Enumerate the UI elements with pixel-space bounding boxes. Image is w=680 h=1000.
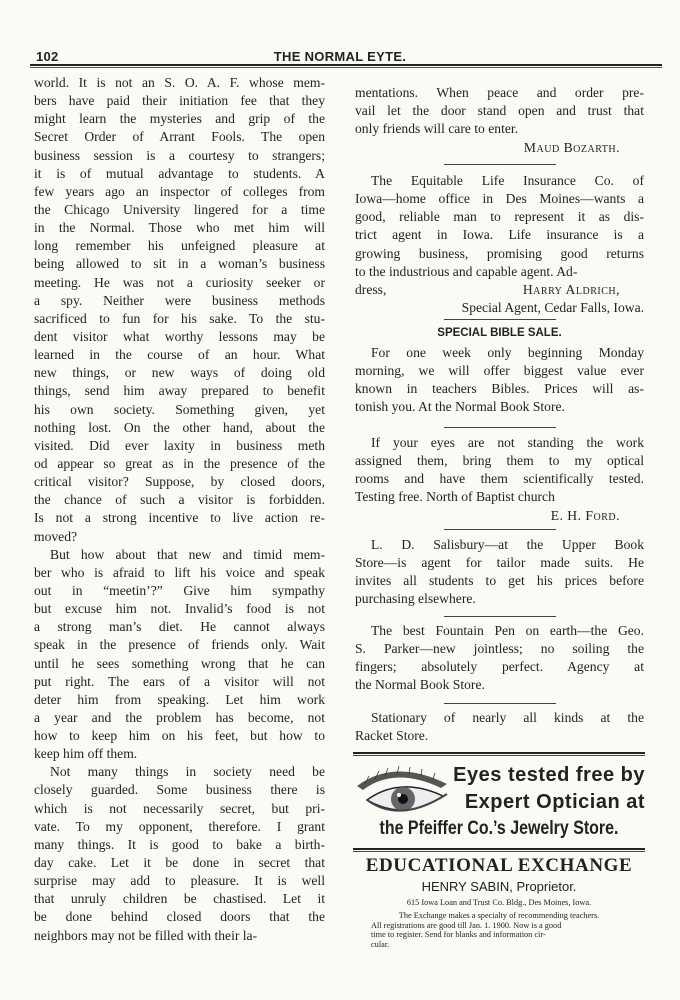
text-line: sacrificed to fun for his sake. To the stu- [34,310,325,326]
text-line: The best Fountain Pen on earth—the Geo. [371,623,644,638]
text-line: until he sees something wrong that he can [34,655,325,671]
text-line: invites all students to get his prices before [355,573,644,589]
text-line: But how about that new and timid mem- [50,546,325,562]
text-line: surprise may add to pleasure. It is well [34,873,325,889]
text-line: being allowed to sit in a woman’s business [34,256,325,272]
paragraph [34,763,325,944]
text-line: speak in the presence of friends only. Wait [34,637,325,653]
exchange-description [353,911,645,949]
stationary-notice [355,709,644,745]
text-line: to the industrious and capable agent. Ad- [355,263,578,279]
text-line: learned in the course of an hour. What [34,347,325,363]
text-line: tonish you. At the Normal Book Store. [355,399,565,415]
text-line: which is not necessarily secret, but pri- [34,800,325,816]
text-line: good, reliable man to represent it as dis- [355,209,644,225]
text-line: the chance of such a visitor is forbidden. [34,492,325,508]
header-rule [30,64,662,68]
optician-signature: E. H. Ford. [550,508,620,523]
text-line: rooms and have them scientifically tested. [355,471,644,487]
text-line: it is of mutual advantage to students. A [34,165,325,181]
text-line: long remember his unfeigned pleasure at [34,238,325,254]
text-line: If your eyes are not standing the work [371,435,644,450]
text-line: meeting. He was not a curiosity seeker or [34,274,325,290]
exchange-title: EDUCATIONAL EXCHANGE [365,855,633,876]
author-signature: Maud Bozarth. [523,140,620,155]
eye-illustration-icon [355,764,455,819]
text-line: Testing free. North of Baptist church [355,489,555,505]
agent-title: Special Agent, Cedar Falls, Iowa. [461,300,644,315]
text-line: might learn the mysteries and grip of the [34,111,325,127]
text-line: a strong man’s diet. He cannot always [34,619,325,635]
tailor-notice [355,536,644,609]
separator [444,703,556,704]
text-line: a spy. Neither were business methods [34,292,325,308]
text-line: L. D. Salisbury—at the Upper Book [371,537,644,552]
exchange-address: 615 Iowa Loan and Trust Co. Bldg., Des Moines, Iowa. [406,898,592,907]
separator [444,319,556,320]
text-line: closely guarded. Some business there is [34,782,325,798]
text-line: known in teachers Bibles. Prices will as- [355,381,644,397]
article-ending [355,84,644,138]
double-rule [353,752,645,756]
page-number: 102 [36,49,59,64]
text-line: Is not a strong incentive to live action re- [34,510,325,526]
text-line: Store—is agent for tailor made suits. He [355,555,644,571]
text-line: his own society. Something given, yet [34,401,325,417]
text-line: neighbors may not be filled with their la- [34,927,258,943]
exchange-body-line: cular. [371,939,390,949]
text-line: trict agent in Iowa. Life insurance is a [355,227,644,243]
text-line: many things. It is good to bake a birth- [34,836,325,852]
text-line: put right. The ears of a visitor will not [34,673,325,689]
fountain-pen-notice [355,622,644,695]
text-line: bers have paid their initiation fee that they [34,93,325,109]
text-line: fingers; absolutely perfect. Agency at [355,659,644,675]
journal-title: THE NORMAL EYTE. [273,49,407,64]
text-line: the Normal Book Store. [355,677,485,693]
text-line: The Equitable Life Insurance Co. of [371,173,644,188]
text-line: dent visitor what worthy lessons may be [34,328,325,344]
exchange-body-line: The Exchange makes a specialty of recommending teachers. [398,911,600,920]
text-line: the Chicago University lingered for a time [34,201,325,217]
paragraph [34,546,325,764]
address-label: dress, [355,282,387,297]
text-line: in the Normal. Those who met him will [34,220,325,236]
text-line: growing business, promising good returns [355,245,644,261]
text-line: moved? [34,528,78,544]
eye-ad-line-2: Expert Optician at [464,791,645,813]
bible-sale-notice [355,344,644,417]
text-line: out in “meetin’?” Give him sympathy [34,582,325,598]
bible-sale-heading: SPECIAL BIBLE SALE. [437,327,562,339]
text-line: visited. Did ever laxity in business meth [34,437,325,453]
text-line: Not many things in society need be [50,764,325,780]
text-line: how to keep him on his feet, but how to [34,728,325,744]
text-line: new things, or new ways of doing old [34,365,325,381]
exchange-body-line: time to register. Send for blanks and information cir- [371,930,546,939]
separator [444,164,556,165]
text-line: things, send him away prepared to benefit [34,383,325,399]
double-rule [353,848,645,852]
text-line: Racket Store. [355,728,429,744]
insurance-address-line [355,281,644,299]
text-line: Secret Order of Arrant Fools. The open [34,129,325,145]
text-line: od appear so great as in the presence of the [34,455,325,471]
paragraph [34,74,325,546]
text-line: vate. To my opponent, therefore. I grant [34,818,325,834]
separator [444,427,556,428]
text-line: vail let the door stand open and trust that [355,103,644,119]
text-line: For one week only beginning Monday [371,345,644,360]
optician-advertisement [353,760,645,846]
text-line: world. It is not an S. O. A. F. whose mem- [34,75,325,90]
text-line: few years ago an inspector of colleges from [34,183,325,199]
text-line: deter him from speaking. Let him work [34,691,325,707]
text-line: keep him off them. [34,746,138,762]
eye-ad-line-1: Eyes tested free by [453,764,645,786]
text-line: nothing lost. On the other hand, about the [34,419,325,435]
insurance-notice [355,172,644,281]
text-line: ber who is afraid to lift his voice and speak [34,564,325,580]
text-line: business session is a courtesy to strangers; [34,147,325,163]
text-line: assigned them, bring them to my optical [355,453,644,469]
left-column [34,74,325,945]
separator [444,529,556,530]
optical-notice [355,434,644,507]
exchange-proprietor: HENRY SABIN, Proprietor. [421,879,577,894]
text-line: only friends will care to enter. [355,121,519,137]
exchange-body-line: All registrations are good till Jan. 1. 1900. Now is a good [371,920,562,930]
text-line: Stationary of nearly all kinds at the [371,710,644,725]
text-line: day cake. Let it be done in secret that [34,855,325,871]
agent-name: Harry Aldrich, [522,282,620,297]
text-line: mentations. When peace and order pre- [355,85,644,100]
text-line: purchasing elsewhere. [355,591,476,607]
text-line: critical visitor? Suppose, by closed doors, [34,474,325,490]
separator [444,616,556,617]
text-line: morning, we will offer biggest value ever [355,363,644,379]
text-line: that unruly children be chastised. Let it [34,891,325,907]
text-line: Iowa—home office in Des Moines—wants a [355,191,644,207]
text-line: be done behind closed doors that the [34,909,325,925]
text-line: a year and the problem has become, not [34,709,325,725]
text-line: S. Parker—new jointless; no soiling the [355,641,644,657]
text-line: but excuse him not. Invalid’s food is not [34,601,325,617]
eye-ad-line-3: the Pfeiffer Co.’s Jewelry Store. [379,818,619,839]
